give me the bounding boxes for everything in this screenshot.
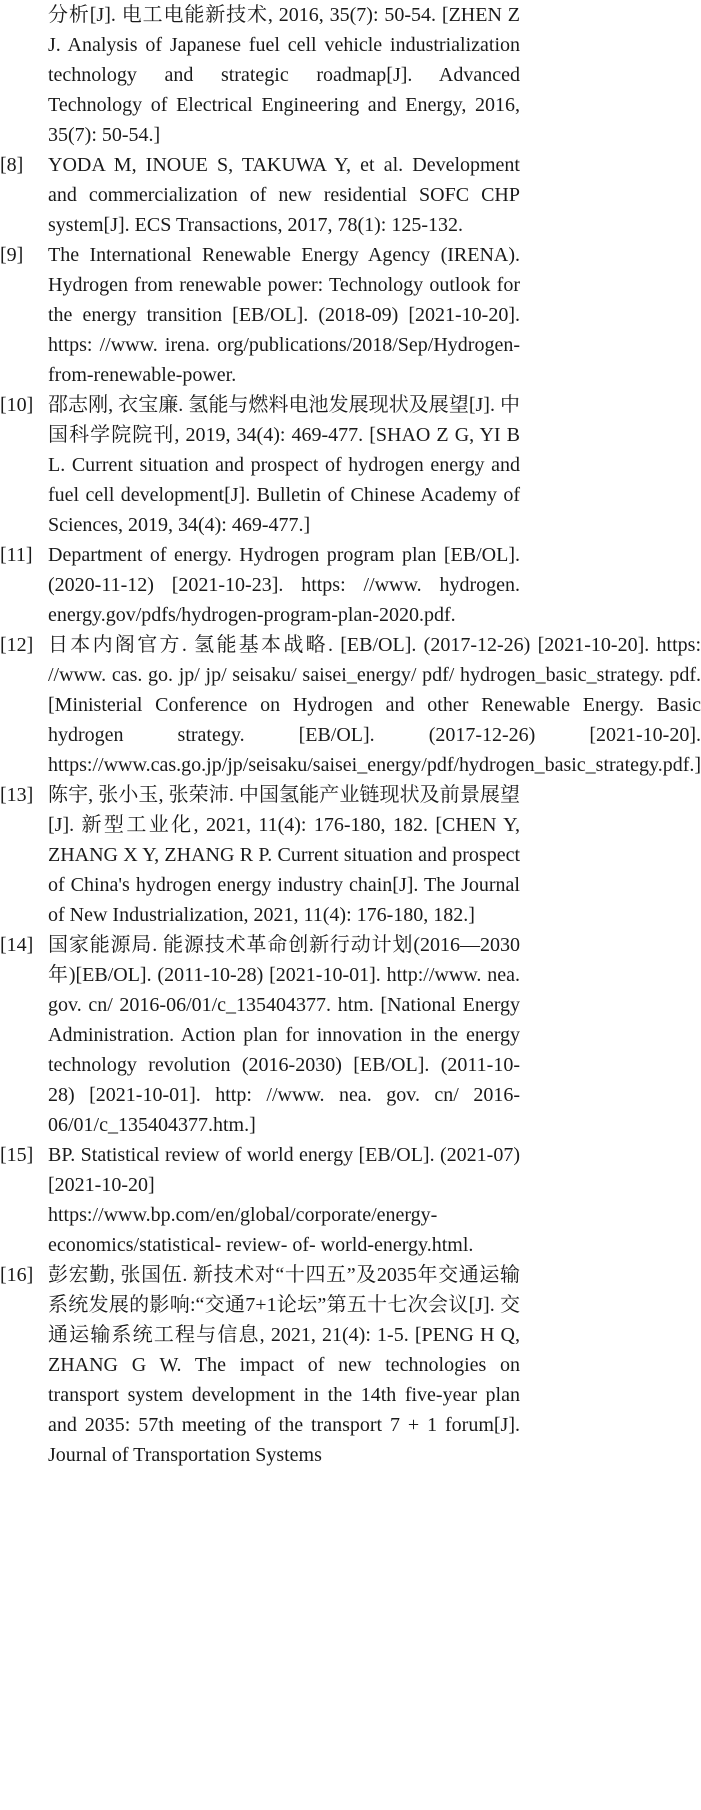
reference-text: BP. Statistical review of world energy [EB/OL]. (2021-07) [2021-10-20] https://www.bp.com/en/global/corporate/energy- economics/statistical- review- of- world-energy.html. [48, 1144, 520, 1256]
reference-text: 陈宇, 张小玉, 张荣沛. 中国氢能产业链现状及前景展望[J]. 新型工业化, 2021, 11(4): 176-180, 182. [CHEN Y, ZHANG X Y, ZHANG R P. Current situation and prospect of China's hydrogen energy industry chain[J]. The Journal of New Industrialization, 2021, 11(4): 176-180, 182.] [48, 784, 520, 926]
reference-entry [0, 1260, 520, 1470]
reference-entry [0, 240, 520, 390]
reference-text: Department of energy. Hydrogen program plan [EB/OL]. (2020-11-12) [2021-10-23]. https: //www. hydrogen. energy.gov/pdfs/hydrogen-program-plan-2020.pdf. [48, 544, 520, 626]
reference-text: 分析[J]. 电工电能新技术, 2016, 35(7): 50-54. [ZHEN Z J. Analysis of Japanese fuel cell vehicle industrialization technology and strategic roadmap[J]. Advanced Technology of Electrical Engineering and Energy, 2016, 35(7): 50-54.] [48, 4, 520, 146]
reference-number: [14] [0, 934, 34, 956]
reference-entry [0, 630, 701, 780]
reference-entry [0, 1140, 520, 1260]
reference-entry [0, 540, 520, 630]
reference-text: 国家能源局. 能源技术革命创新行动计划(2016—2030年)[EB/OL]. (2011-10-28) [2021-10-01]. http://www. nea. gov. cn/ 2016-06/01/c_135404377. htm. [National Energy Administration. Action plan for innovation in the energy technology revolution (2016-2030) [EB/OL]. (2011-10-28) [2021-10-01]. http: //www. nea. gov. cn/ 2016-06/01/c_135404377.htm.] [48, 934, 520, 1136]
reference-number: [16] [0, 1264, 34, 1286]
reference-continuation [0, 0, 520, 150]
reference-text: 日本内阁官方. 氢能基本战略. [EB/OL]. (2017-12-26) [2021-10-20]. https: //www. cas. go. jp/ jp/ seisaku/ saisei_energy/ pdf/ hydrogen_basic_strategy. pdf. [Ministerial Conference on Hydrogen and other Renewable Energy. Basic hydrogen strategy. [EB/OL]. (2017-12-26) [2021-10-20]. https://www.cas.go.jp/jp/seisaku/saisei_energy/pdf/hydrogen_basic_strategy.pdf.] [48, 634, 701, 776]
reference-entry [0, 390, 520, 540]
reference-entry [0, 930, 520, 1140]
reference-number: [11] [0, 544, 33, 566]
reference-number: [9] [0, 244, 24, 266]
reference-number: [8] [0, 154, 24, 176]
reference-number: [13] [0, 784, 34, 806]
reference-entry [0, 150, 520, 240]
reference-text: YODA M, INOUE S, TAKUWA Y, et al. Development and commercialization of new residential SOFC CHP system[J]. ECS Transactions, 2017, 78(1): 125-132. [48, 154, 520, 236]
reference-number: [12] [0, 634, 34, 656]
reference-number: [15] [0, 1144, 34, 1166]
reference-entry [0, 780, 520, 930]
reference-number: [10] [0, 394, 34, 416]
reference-text: 邵志刚, 衣宝廉. 氢能与燃料电池发展现状及展望[J]. 中国科学院院刊, 2019, 34(4): 469-477. [SHAO Z G, YI B L. Current situation and prospect of hydrogen energy and fuel cell development[J]. Bulletin of Chinese Academy of Sciences, 2019, 34(4): 469-477.] [48, 394, 520, 536]
reference-text: The International Renewable Energy Agency (IRENA). Hydrogen from renewable power: Technology outlook for the energy transition [EB/OL]. (2018-09) [2021-10-20]. https: //www. irena. org/publications/2018/Sep/Hydrogen-from-renewable-power. [48, 244, 520, 386]
reference-text: 彭宏勤, 张国伍. 新技术对“十四五”及2035年交通运输系统发展的影响:“交通7+1论坛”第五十七次会议[J]. 交通运输系统工程与信息, 2021, 21(4): 1-5. [PENG H Q, ZHANG G W. The impact of new technologies on transport system development in the 14th five-year plan and 2035: 57th meeting of the transport 7 + 1 forum[J]. Journal of Transportation Systems [48, 1264, 520, 1466]
